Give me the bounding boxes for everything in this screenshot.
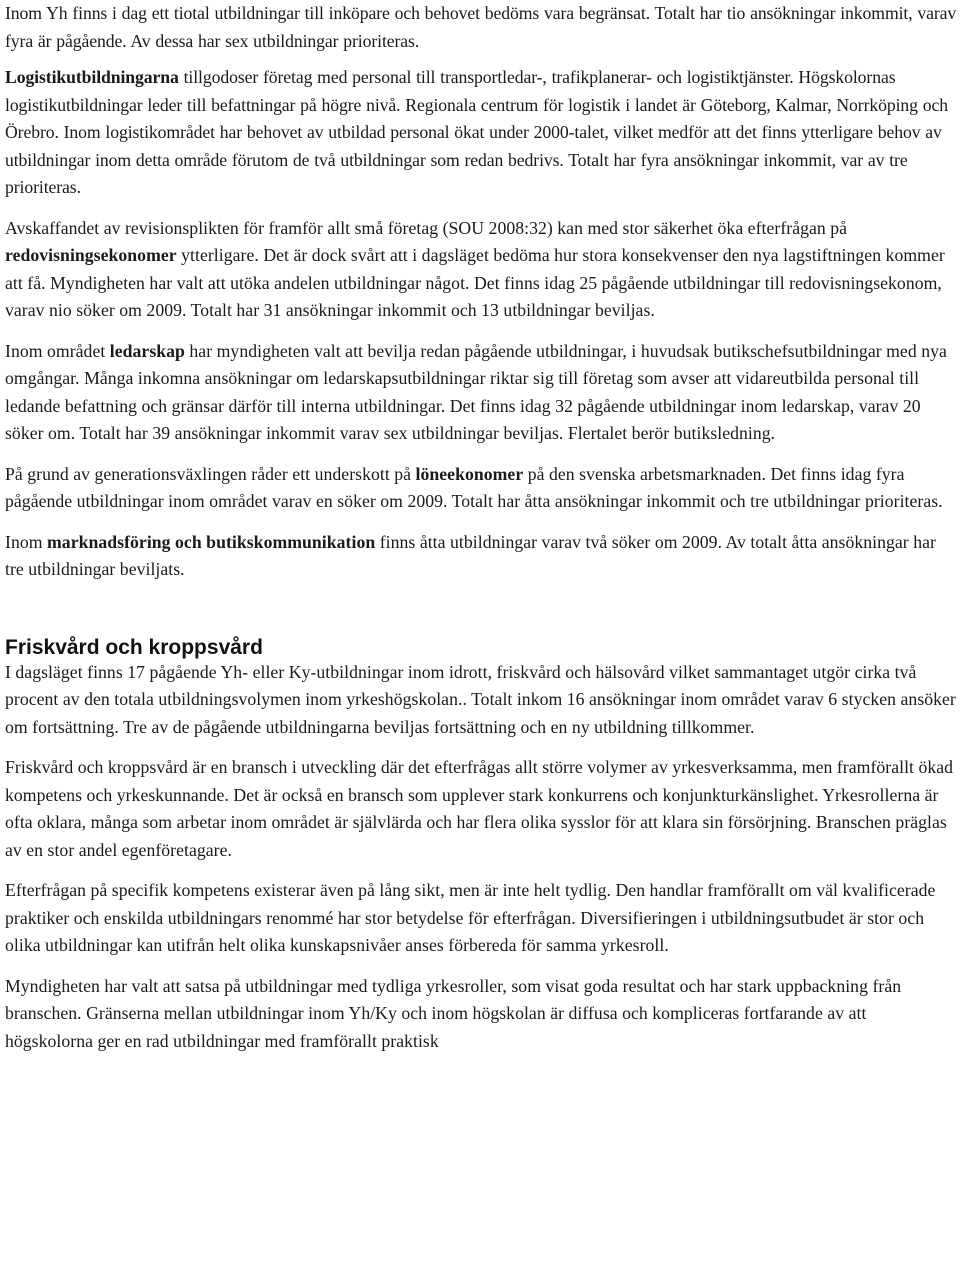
paragraph-friskvard-bransch: Friskvård och kroppsvård är en bransch i utveckling där det efterfrågas allt större volymer av yrkesverksamma, men framförallt ökad kompetens och yrkeskunnande. Det är också en bransch som upplever stark konkurrens och konjunkturkänslighet. Yrkesrollerna är ofta oklara, många som arbetar inom området är självlärda och har flera olika sysslor för att klara sin försörjning. Branschen präglas av en stor andel egenföretagare. [5,757,954,860]
document-page [5,0,957,1055]
paragraph-friskvard-efterfragan: Efterfrågan på specifik kompetens existerar även på lång sikt, men är inte helt tydlig. Den handlar framförallt om väl kvalificerade praktiker och enskilda utbildningars renommé har stor betydelse för efterfrågan. Diversifieringen i utbildningsutbudet är stor och olika utbildningar kan utifrån helt olika kunskapsnivåer anses förbereda för samma yrkesroll. [5,880,936,955]
paragraph-ledarskap [5,338,957,448]
paragraph-text: Inom området [5,340,110,361]
keyword-loneekonomer: löneekonomer [415,463,524,484]
paragraph-marknadsforing [5,529,957,584]
paragraph-redovisning [5,215,957,325]
paragraph-text: har myndigheten valt att bevilja redan pågående utbildningar, i huvudsak butikschefsutbildningar med nya omgångar. Många inkomna ansökningar om ledarskapsutbildningar riktar sig till företag som avser att vidareutbilda personal till ledande befattning och gränsar därför till interna utbildningar. Det finns idag 32 pågående utbildningar inom ledarskap, varav 20 söker om. Totalt har 39 ansökningar inkommit varav sex utbildningar beviljas. Flertalet berör butiksledning. [5,340,947,443]
keyword-logistik: Logistikutbildningarna [5,67,179,87]
paragraph-text: ytterligare. Det är dock svårt att i dagsläget bedöma hur stora konsekvenser den nya lagstiftningen kommer att få. Myndigheten har valt att utöka andelen utbildningar något. Det finns idag 25 pågående utbildningar till redovisningsekonom, varav nio söker om 2009. Totalt har 31 ansökningar inkommit och 13 utbildningar beviljas. [5,245,945,320]
section-heading-friskvard: Friskvård och kroppsvård [5,635,263,659]
paragraph-text: på den svenska arbetsmarknaden. Det finns idag fyra pågående utbildningar inom området varav en söker om 2009. Totalt har åtta ansökningar inkommit och tre utbildningar prioriteras. [5,463,943,511]
paragraph-logistik [5,64,957,202]
keyword-ledarskap: ledarskap [109,340,185,361]
paragraph-text: Inom Yh finns i dag ett tiotal utbildningar till inköpare och behovet bedöms vara begränsat. Totalt har tio ansökningar inkommit, varav fyra är pågående. Av dessa har sex utbildningar prioriteras. [5,3,957,51]
paragraph-loneekonomer [5,461,957,516]
paragraph-text: Inom [5,531,48,552]
keyword-redovisning: redovisningsekonomer [5,245,177,265]
paragraph-friskvard-myndigheten: Myndigheten har valt att satsa på utbildningar med tydliga yrkesroller, som visat goda resultat och har stark uppbackning från branschen. Gränserna mellan utbildningar inom Yh/Ky och inom högskolan är diffusa och kompliceras fortfarande av att högskolorna ger en rad utbildningar med framförallt praktisk [5,975,902,1051]
paragraph-inkopare [5,0,957,55]
paragraph-text: Avskaffandet av revisionsplikten för framför allt små företag (SOU 2008:32) kan med stor säkerhet öka efterfrågan på [5,217,848,238]
paragraph-text: finns åtta utbildningar varav två söker om 2009. Av totalt åtta ansökningar har tre utbildningar beviljats. [5,531,936,579]
paragraph-text: På grund av generationsväxlingen råder ett underskott på [5,463,416,484]
keyword-marknadsforing: marknadsföring och butikskommunikation [47,531,376,552]
paragraph-friskvard-intro: I dagsläget finns 17 pågående Yh- eller Ky-utbildningar inom idrott, friskvård och hälsovård vilket sammantaget utgör cirka två procent av den totala utbildningsvolymen inom yrkeshögskolan.. Totalt inkom 16 ansökningar inom området varav 6 stycken ansöker om fortsättning. Tre av de pågående utbildningarna beviljas fortsättning och en ny utbildning tillkommer. [5,661,956,737]
paragraph-text: tillgodoser företag med personal till transportledar-, trafikplanerar- och logistiktjänster. Högskolornas logistikutbildningar leder till befattningar på högre nivå. Regionala centrum för logistik i landet är Göteborg, Kalmar, Norrköping och Örebro. Inom logistikområdet har behovet av utbildad personal ökat under 2000-talet, vilket medför att det finns ytterligare behov av utbildningar inom detta område förutom de två utbildningar som redan bedrivs. Totalt har fyra ansökningar inkommit, var av tre prioriteras. [5,67,948,197]
